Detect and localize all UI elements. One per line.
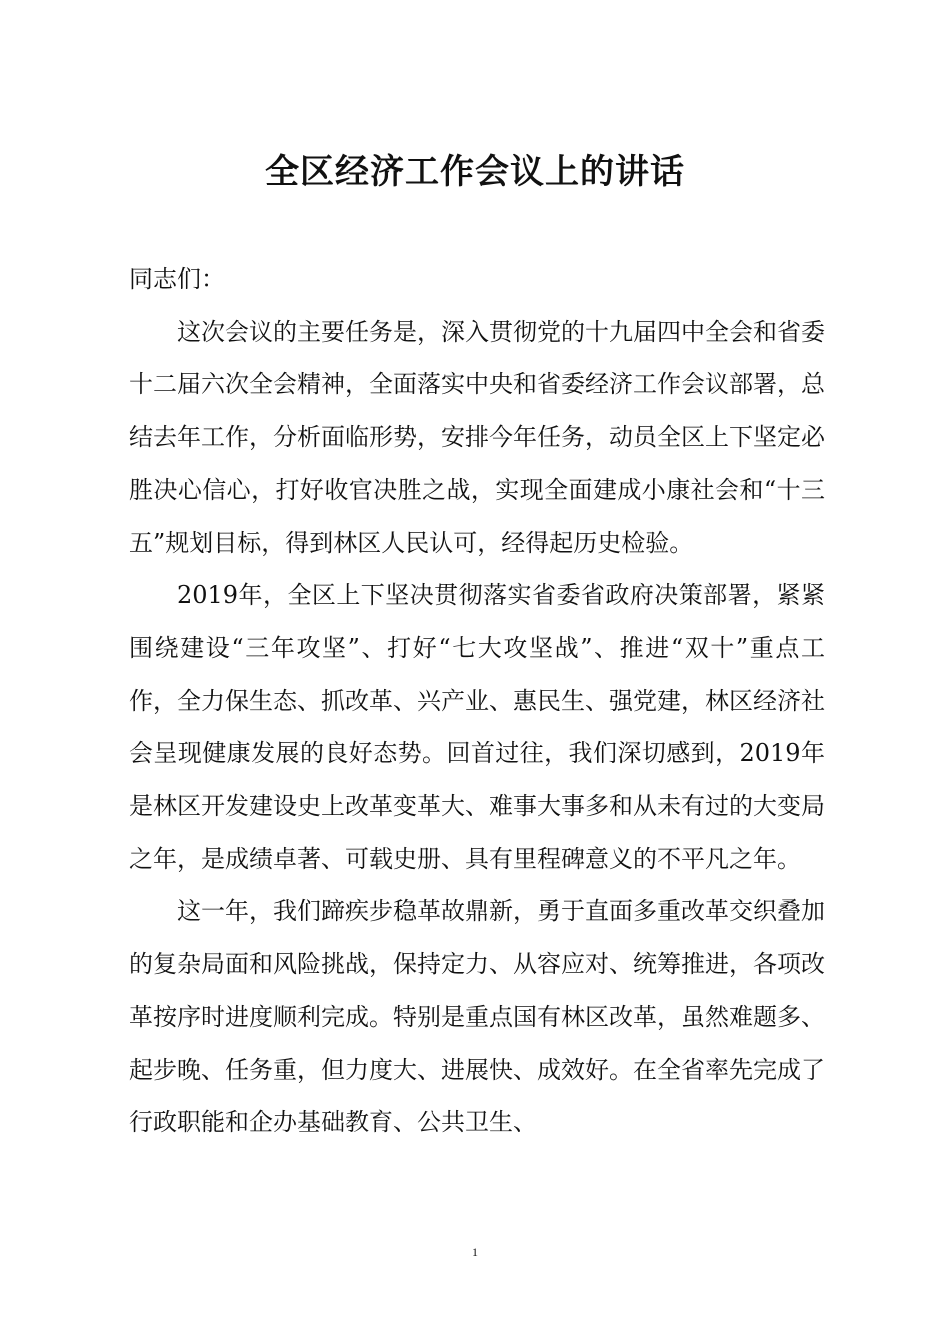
paragraph-2: 2019年，全区上下坚决贯彻落实省委省政府决策部署，紧紧围绕建设“三年攻坚”、打好“七大攻坚战”、推进“双十”重点工作，全力保生态、抓改革、兴产业、惠民生、强党建，林区经济社会呈现健康发展的良好态势。回首过往，我们深切感到，2019年是林区开发建设史上改革变革大、难事大事多和从未有过的大变局之年，是成绩卓著、可载史册、具有里程碑意义的不平凡之年。: [129, 581, 825, 873]
paragraph-1: 这次会议的主要任务是，深入贯彻党的十九届四中全会和省委十二届六次全会精神，全面落实中央和省委经济工作会议部署，总结去年工作，分析面临形势，安排今年任务，动员全区上下坚定必胜决心信心，打好收官决胜之战，实现全面建成小康社会和“十三五”规划目标，得到林区人民认可，经得起历史检验。: [129, 317, 825, 557]
document-body: [129, 253, 825, 1149]
salutation: 同志们：: [129, 265, 225, 293]
document-title: 全区经济工作会议上的讲话: [265, 152, 685, 192]
paragraph-3: 这一年，我们蹄疾步稳革故鼎新，勇于直面多重改革交织叠加的复杂局面和风险挑战，保持定力、从容应对、统筹推进，各项改革按序时进度顺利完成。特别是重点国有林区改革，虽然难题多、起步晚、任务重，但力度大、进展快、成效好。在全省率先完成了行政职能和企办基础教育、公共卫生、: [129, 897, 825, 1137]
page-number: 1: [472, 1245, 478, 1259]
